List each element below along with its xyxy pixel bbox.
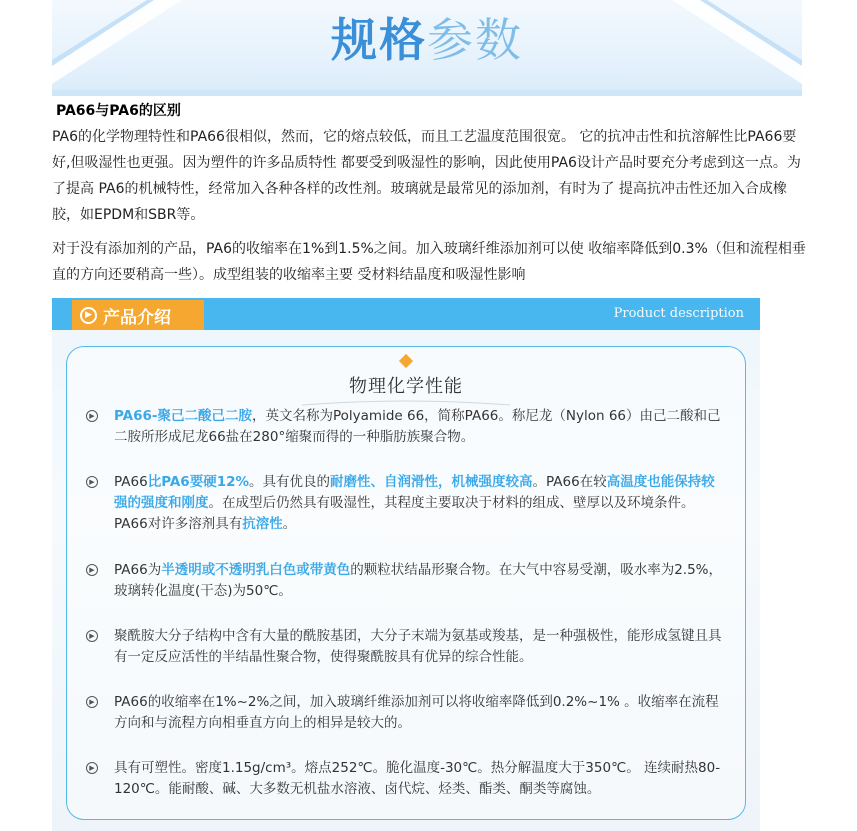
list-item — [86, 560, 726, 602]
circle-chevron-right-icon: ▶ — [86, 410, 98, 422]
highlight: 比PA6要硬12% — [147, 474, 250, 490]
list-item — [86, 692, 726, 734]
banner-title-part2: 参数 — [427, 13, 523, 67]
text: ，英文名称为Polyamide 66，简称PA66。称尼龙（Nylon 66）由己二酸和己二胺所形成尼龙66盐在280°缩聚而得的一种脂肪族聚合物。 — [114, 408, 721, 445]
text: PA66为 — [114, 562, 162, 578]
product-description-label: Product description — [613, 306, 744, 321]
card-title: 物理化学性能 — [349, 376, 463, 397]
banner-title — [52, 4, 802, 70]
circle-chevron-right-icon: ▶ — [86, 630, 98, 642]
spec-banner — [52, 0, 802, 96]
list-item — [86, 406, 726, 448]
list-item — [86, 472, 726, 535]
text: 。在成型后仍然具有吸湿性，其程度主要取决于材料的组成、壁厚以及环境条件。PA66对许多溶剂具有 — [114, 495, 695, 532]
text: 。具有优良的 — [249, 474, 331, 490]
paragraph-1: PA6的化学物理特性和PA66很相似，然而，它的熔点较低，而且工艺温度范围很宽。 它的抗冲击性和抗溶解性比PA66要好,但吸湿性也更强。因为塑件的许多品质特性 都要受到吸湿性的影响，因此使用PA6设计产品时要充分考虑到这一点。为了提高 PA6的机械特性，经常加入各种各样的改性剂。玻璃就是最常见的添加剂，有时为了 提高抗冲击性还加入合成橡胶，如EPDM和SBR等。 — [52, 129, 801, 223]
highlight: 高温度也能保持较强的强度和刚度 — [114, 474, 715, 511]
paragraph-2: 对于没有添加剂的产品，PA6的收缩率在1%到1.5%之间。加入玻璃纤维添加剂可以使 收缩率降低到0.3%（但和流程相垂直的方向还要稍高一些）。成型组装的收缩率主要 受材料结晶度和吸湿性影响 — [52, 241, 806, 283]
text: PA66 — [114, 474, 148, 490]
highlight: 半透明或不透明乳白色或带黄色 — [161, 562, 351, 578]
text: 。 — [282, 516, 297, 532]
banner-title-part1: 规格 — [331, 13, 427, 67]
list-item — [86, 626, 726, 668]
product-intro-tab — [72, 300, 204, 330]
circle-chevron-right-icon: ▶ — [86, 564, 98, 576]
text: 的颗粒状结晶形聚合物。在大气中容易受潮，吸水率为2.5%，玻璃转化温度(干态)为50℃。 — [114, 562, 722, 599]
highlight: PA66-聚己二酸己二胺 — [114, 408, 252, 424]
highlight: 抗溶性 — [242, 516, 283, 532]
text: 。PA66在较 — [532, 474, 607, 490]
tab-label: 产品介绍 — [103, 307, 171, 328]
list-item — [86, 758, 726, 800]
item-text: 具有可塑性。密度1.15g/cm³。熔点252℃。脆化温度-30℃。热分解温度大于350℃。 连续耐热80-120℃。能耐酸、碱、大多数无机盐水溶液、卤代烷、烃类、酯类、酮类等腐蚀。 — [114, 760, 721, 797]
item-text: 聚酰胺大分子结构中含有大量的酰胺基团，大分子末端为氨基或羧基，是一种强极性，能形成氢键且具有一定反应活性的半结晶性聚合物，使得聚酰胺具有优异的综合性能。 — [114, 628, 722, 665]
item-text: PA66的收缩率在1%~2%之间，加入玻璃纤维添加剂可以将收缩率降低到0.2%~1% 。收缩率在流程方向和与流程方向相垂直方向上的相异是较大的。 — [114, 694, 719, 731]
highlight: 耐磨性、自润滑性，机械强度较高 — [330, 474, 533, 490]
circle-chevron-right-icon: ▶ — [86, 696, 98, 708]
circle-chevron-right-icon: ▶ — [86, 762, 98, 774]
circle-chevron-right-icon: ▶ — [86, 476, 98, 488]
circle-chevron-right-icon: ▶ — [80, 307, 97, 324]
item-text — [114, 560, 726, 602]
item-text — [114, 406, 726, 448]
item-text — [114, 472, 726, 535]
section-title: PA66与PA6的区别 — [56, 103, 181, 119]
product-intro-panel — [52, 298, 760, 831]
